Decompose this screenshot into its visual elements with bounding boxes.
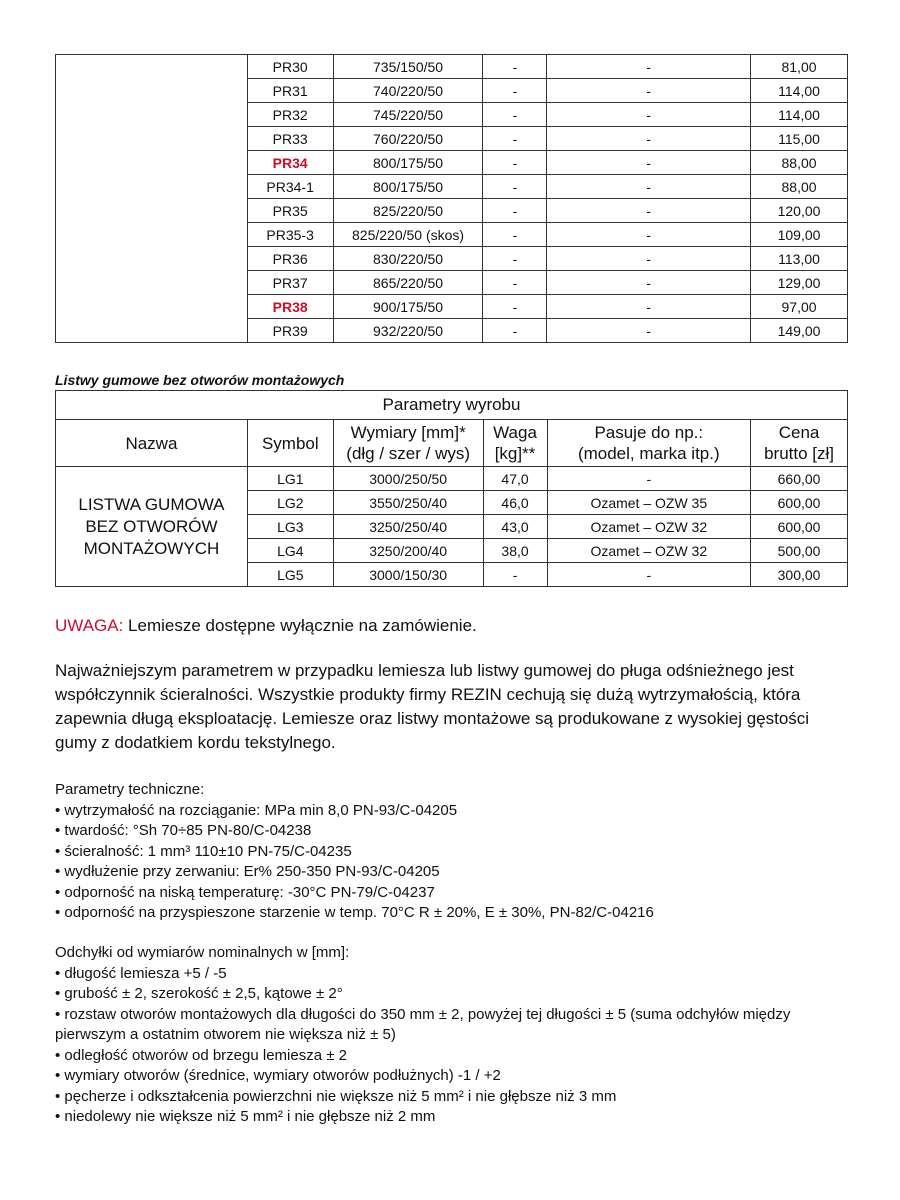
symbol-cell: LG5 — [247, 563, 333, 587]
price-cell: 300,00 — [751, 563, 848, 587]
weight-cell: - — [483, 127, 547, 151]
symbol-cell: PR32 — [247, 103, 333, 127]
tech-params-section — [55, 780, 855, 924]
symbol-cell: PR34 — [247, 151, 333, 175]
list-item: • wytrzymałość na rozciąganie: MPa min 8,0 PN-93/C-04205 — [55, 801, 458, 819]
symbol-cell: PR36 — [247, 247, 333, 271]
dims-cell: 760/220/50 — [333, 127, 483, 151]
price-cell: 660,00 — [751, 467, 848, 491]
table-row — [56, 467, 848, 491]
col-header-dims: Wymiary [mm]* (dłg / szer / wys) — [333, 420, 483, 467]
fits-cell: - — [547, 79, 751, 103]
price-cell: 97,00 — [751, 295, 848, 319]
symbol-cell: PR34-1 — [247, 175, 333, 199]
fits-cell: - — [547, 295, 751, 319]
symbol-cell: PR37 — [247, 271, 333, 295]
col-header-price: Cena brutto [zł] — [751, 420, 848, 467]
weight-cell: 38,0 — [483, 539, 547, 563]
weight-cell: - — [483, 151, 547, 175]
product-name-line: BEZ OTWORÓW — [85, 516, 218, 536]
symbol-cell: LG4 — [247, 539, 333, 563]
tech-params-list — [55, 801, 855, 924]
list-item: • grubość ± 2, szerokość ± 2,5, kątowe ± 2° — [55, 985, 343, 1002]
symbol-cell: PR35-3 — [247, 223, 333, 247]
dims-cell: 830/220/50 — [333, 247, 483, 271]
price-cell: 600,00 — [751, 491, 848, 515]
weight-cell: - — [483, 563, 547, 587]
col-header-symbol: Symbol — [247, 420, 333, 467]
symbol-cell: LG1 — [247, 467, 333, 491]
fits-cell: - — [547, 563, 751, 587]
symbol-cell: PR33 — [247, 127, 333, 151]
weight-cell: - — [483, 319, 547, 343]
price-cell: 120,00 — [751, 199, 848, 223]
warning-note — [55, 616, 855, 636]
dims-cell: 825/220/50 — [333, 199, 483, 223]
list-item: • rozstaw otworów montażowych dla długości do 350 mm ± 2, powyżej tej długości ± 5 (suma odchyłów między pierwszym a ostatnim otworem nie większa niż ± 5) — [55, 1005, 791, 1043]
col-header-weight: Waga [kg]** — [483, 420, 547, 467]
list-item: • wymiary otworów (średnice, wymiary otworów podłużnych) -1 / +2 — [55, 1067, 501, 1084]
col-header-fits: Pasuje do np.: (model, marka itp.) — [547, 420, 751, 467]
fits-cell: Ozamet – OZW 32 — [547, 515, 751, 539]
dims-cell: 3000/150/30 — [333, 563, 483, 587]
fits-cell: - — [547, 467, 751, 491]
symbol-cell: PR39 — [247, 319, 333, 343]
dims-cell: 745/220/50 — [333, 103, 483, 127]
list-item: • twardość: °Sh 70÷85 PN-80/C-04238 — [55, 822, 312, 839]
price-cell: 114,00 — [751, 79, 848, 103]
fits-cell: - — [547, 247, 751, 271]
dims-cell: 735/150/50 — [333, 55, 483, 79]
weight-cell: - — [483, 79, 547, 103]
product-name-line: LISTWA GUMOWA — [78, 494, 225, 514]
price-cell: 88,00 — [751, 151, 848, 175]
dims-cell: 932/220/50 — [333, 319, 483, 343]
warning-text: Lemiesze dostępne wyłącznie na zamówienie. — [123, 616, 477, 635]
list-item: • ścieralność: 1 mm³ 110±10 PN-75/C-04235 — [55, 842, 352, 860]
dims-cell: 800/175/50 — [333, 175, 483, 199]
dims-cell: 3550/250/40 — [333, 491, 483, 515]
symbol-cell: LG3 — [247, 515, 333, 539]
fits-cell: - — [547, 175, 751, 199]
weight-cell: 46,0 — [483, 491, 547, 515]
params-header: Parametry wyrobu — [56, 391, 848, 420]
dims-cell: 865/220/50 — [333, 271, 483, 295]
symbol-cell: PR35 — [247, 199, 333, 223]
weight-cell: - — [483, 199, 547, 223]
price-cell: 600,00 — [751, 515, 848, 539]
price-cell: 88,00 — [751, 175, 848, 199]
weight-cell: 43,0 — [483, 515, 547, 539]
price-cell: 81,00 — [751, 55, 848, 79]
fits-cell: - — [547, 127, 751, 151]
col-header-name: Nazwa — [56, 420, 248, 467]
price-cell: 500,00 — [751, 539, 848, 563]
fits-cell: Ozamet – OZW 35 — [547, 491, 751, 515]
dims-cell: 3250/250/40 — [333, 515, 483, 539]
tolerances-list — [55, 964, 855, 1128]
fits-cell: - — [547, 271, 751, 295]
dims-cell: 3250/200/40 — [333, 539, 483, 563]
product-name-cell — [56, 467, 248, 587]
weight-cell: - — [483, 295, 547, 319]
list-item: • wydłużenie przy zerwaniu: Er% 250-350 PN-93/C-04205 — [55, 863, 440, 880]
list-item: • odporność na niską temperaturę: -30°C PN-79/C-04237 — [55, 883, 435, 901]
fits-cell: - — [547, 319, 751, 343]
dims-cell: 900/175/50 — [333, 295, 483, 319]
fits-cell: Ozamet – OZW 32 — [547, 539, 751, 563]
dims-cell: 800/175/50 — [333, 151, 483, 175]
description-paragraph: Najważniejszym parametrem w przypadku lemiesza lub listwy gumowej do pługa odśnieżnego jest współczynnik ścieralności. Wszystkie produkty firmy REZIN cechują się dużą wytrzymałością, która zapewnia długą eksploatację. Lemiesze oraz listwy montażowe są produkowane z wysokiej gęstości gumy z dodatkiem kordu tekstylnego. — [55, 661, 810, 752]
weight-cell: - — [483, 247, 547, 271]
weight-cell: - — [483, 55, 547, 79]
price-cell: 149,00 — [751, 319, 848, 343]
price-cell: 114,00 — [751, 103, 848, 127]
price-cell: 113,00 — [751, 247, 848, 271]
list-item: • odporność na przyspieszone starzenie w temp. 70°C R ± 20%, E ± 30%, PN-82/C-04216 — [55, 904, 654, 921]
list-item: • odległość otworów od brzegu lemiesza ± 2 — [55, 1046, 347, 1064]
warning-label: UWAGA: — [55, 616, 124, 635]
list-item: • pęcherze i odkształcenia powierzchni nie większe niż 5 mm² i nie głębsze niż 3 mm — [55, 1087, 617, 1105]
product-name-line: MONTAŻOWYCH — [83, 538, 220, 558]
weight-cell: 47,0 — [483, 467, 547, 491]
price-cell: 109,00 — [751, 223, 848, 247]
weight-cell: - — [483, 175, 547, 199]
weight-cell: - — [483, 271, 547, 295]
fits-cell: - — [547, 103, 751, 127]
price-cell: 129,00 — [751, 271, 848, 295]
list-item: • niedolewy nie większe niż 5 mm² i nie głębsze niż 2 mm — [55, 1108, 436, 1125]
dims-cell: 825/220/50 (skos) — [333, 223, 483, 247]
fits-cell: - — [547, 223, 751, 247]
dims-cell: 740/220/50 — [333, 79, 483, 103]
tech-params-title: Parametry techniczne: — [55, 781, 205, 798]
symbol-cell: PR38 — [247, 295, 333, 319]
section-subtitle: Listwy gumowe bez otworów montażowych — [55, 372, 345, 388]
symbol-cell: LG2 — [247, 491, 333, 515]
dims-cell: 3000/250/50 — [333, 467, 483, 491]
symbol-cell: PR31 — [247, 79, 333, 103]
price-cell: 115,00 — [751, 127, 848, 151]
weight-cell: - — [483, 103, 547, 127]
weight-cell: - — [483, 223, 547, 247]
list-item: • długość lemiesza +5 / -5 — [55, 964, 227, 982]
symbol-cell: PR30 — [247, 55, 333, 79]
tolerances-title: Odchyłki od wymiarów nominalnych w [mm]: — [55, 944, 350, 961]
fits-cell: - — [547, 151, 751, 175]
rubber-strips-table — [55, 390, 848, 587]
name-cell-empty — [56, 55, 248, 343]
tolerances-section — [55, 943, 855, 1128]
table-row — [56, 55, 848, 79]
price-table-continued — [55, 54, 848, 343]
fits-cell: - — [547, 199, 751, 223]
fits-cell: - — [547, 55, 751, 79]
